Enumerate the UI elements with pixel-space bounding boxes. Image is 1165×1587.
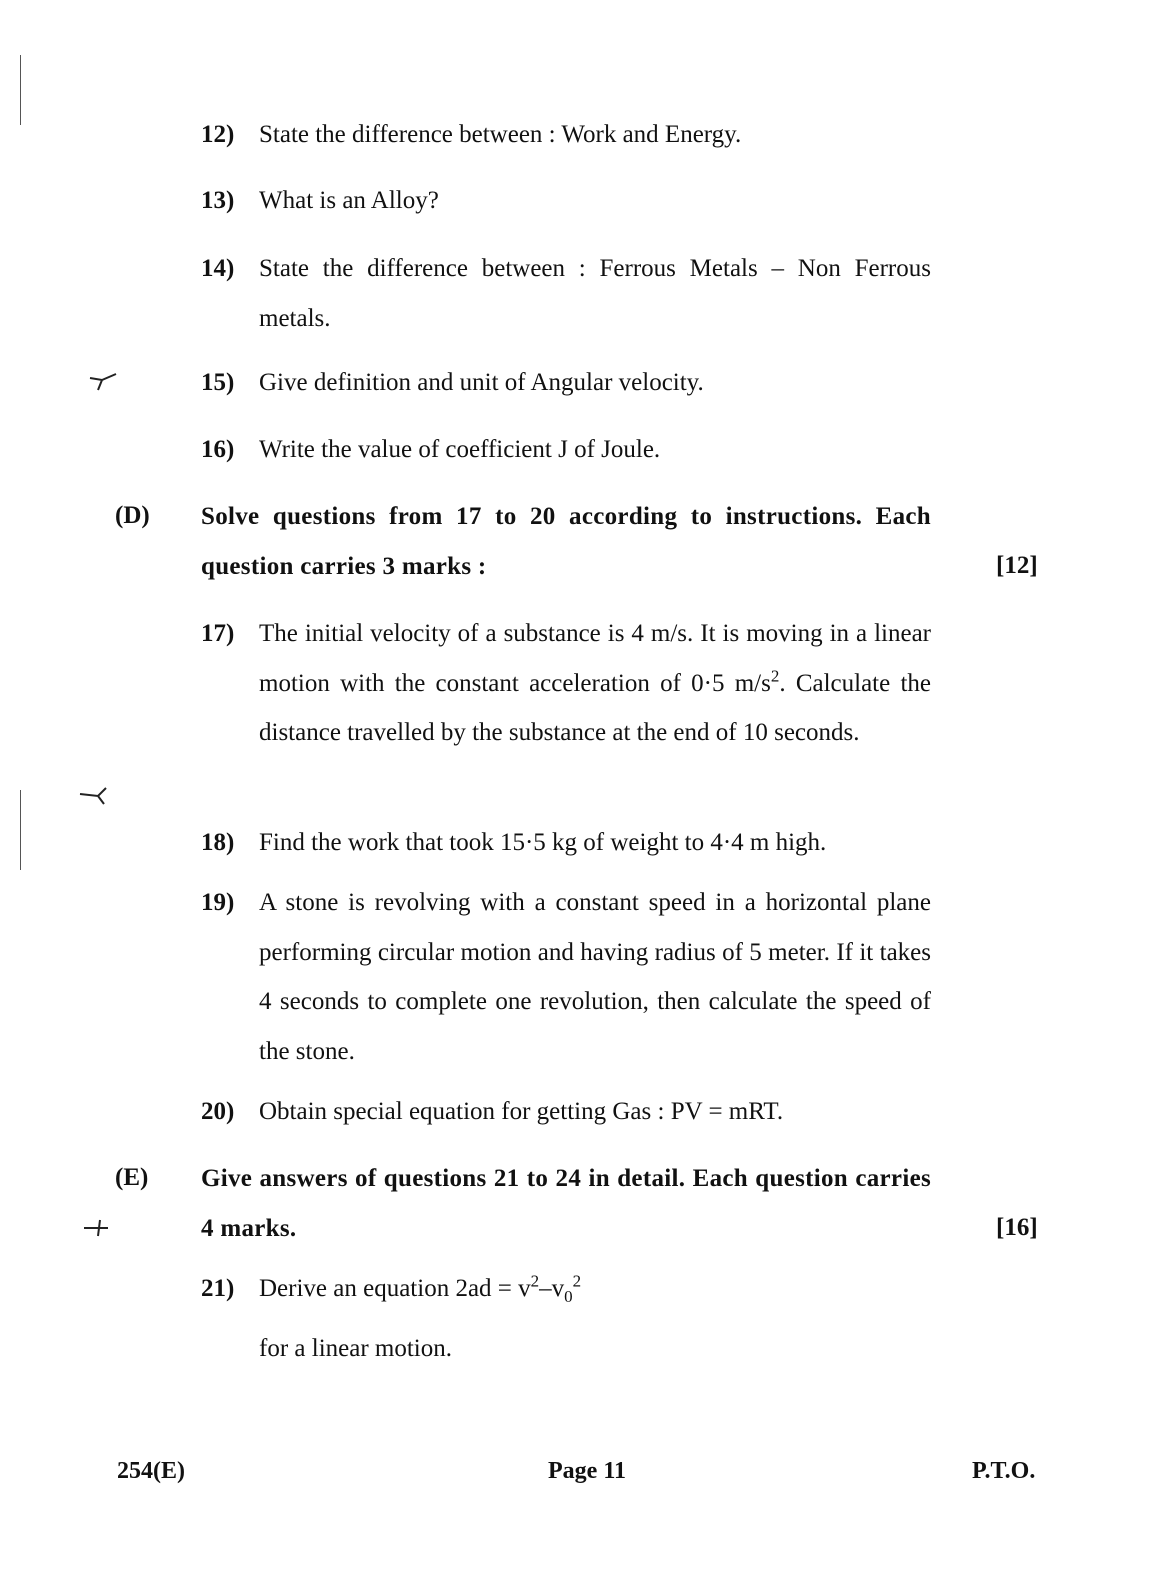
- margin-rule-middle: [20, 790, 21, 870]
- question-text-part-a: The initial velocity of a substance is 4 m/s. It is moving in a linear motion with the constant acceleration of 0·5 m/s: [259, 620, 931, 697]
- section-letter-d: (D): [115, 502, 150, 529]
- question-number: 12): [201, 121, 235, 148]
- superscript: 2: [572, 1271, 582, 1291]
- question-text: What is an Alloy?: [259, 187, 439, 214]
- section-marks-e: [16]: [996, 1214, 1038, 1241]
- question-number: 16): [201, 436, 235, 463]
- section-heading-d: Solve questions from 17 to 20 according to instructions. Each question carries 3 marks :: [201, 503, 931, 580]
- question-number: 21): [201, 1275, 235, 1302]
- section-letter-e: (E): [115, 1164, 149, 1191]
- section-heading-e: Give answers of questions 21 to 24 in detail. Each question carries 4 marks.: [201, 1165, 931, 1242]
- subscript: 0: [564, 1287, 573, 1306]
- question-number: 13): [201, 187, 235, 214]
- question-text-part-b: . Calculate the distance travelled by the substance at the end of 10 seconds.: [259, 669, 931, 746]
- question-text: [259, 609, 931, 758]
- page-number: Page 11: [548, 1458, 626, 1484]
- pto-label: P.T.O.: [972, 1458, 1036, 1484]
- question-number: 19): [201, 889, 235, 916]
- question-text: Find the work that took 15·5 kg of weight to 4·4 m high.: [259, 829, 827, 856]
- question-number: 18): [201, 829, 235, 856]
- question-text: State the difference between : Work and Energy.: [259, 121, 742, 148]
- question-text: Obtain special equation for getting Gas : PV = mRT.: [259, 1098, 784, 1125]
- scribble-mark-3: [82, 1218, 112, 1238]
- margin-rule-top: [20, 55, 21, 125]
- section-marks-d: [12]: [996, 552, 1038, 579]
- question-number: 15): [201, 369, 235, 396]
- superscript: 2: [530, 1271, 540, 1291]
- question-text: for a linear motion.: [259, 1335, 452, 1362]
- question-number: 20): [201, 1098, 235, 1125]
- scribble-mark-1: [88, 372, 118, 392]
- question-number: 14): [201, 255, 235, 282]
- question-text: [259, 1264, 931, 1314]
- question-text: Give definition and unit of Angular velocity.: [259, 369, 704, 396]
- question-text: Write the value of coefficient J of Joule.: [259, 436, 661, 463]
- question-text: A stone is revolving with a constant speed in a horizontal plane performing circular motion and having radius of 5 meter. If it takes 4 seconds to complete one revolution, then calculate the speed of the stone.: [259, 889, 931, 1065]
- scribble-mark-2: [78, 786, 108, 806]
- equation-dash: –v: [539, 1275, 565, 1302]
- question-text: State the difference between : Ferrous Metals – Non Ferrous metals.: [259, 255, 931, 332]
- superscript: 2: [770, 666, 780, 686]
- equation-text: Derive an equation 2ad = v: [259, 1275, 531, 1302]
- paper-code: 254(E): [117, 1458, 185, 1484]
- question-number: 17): [201, 620, 235, 647]
